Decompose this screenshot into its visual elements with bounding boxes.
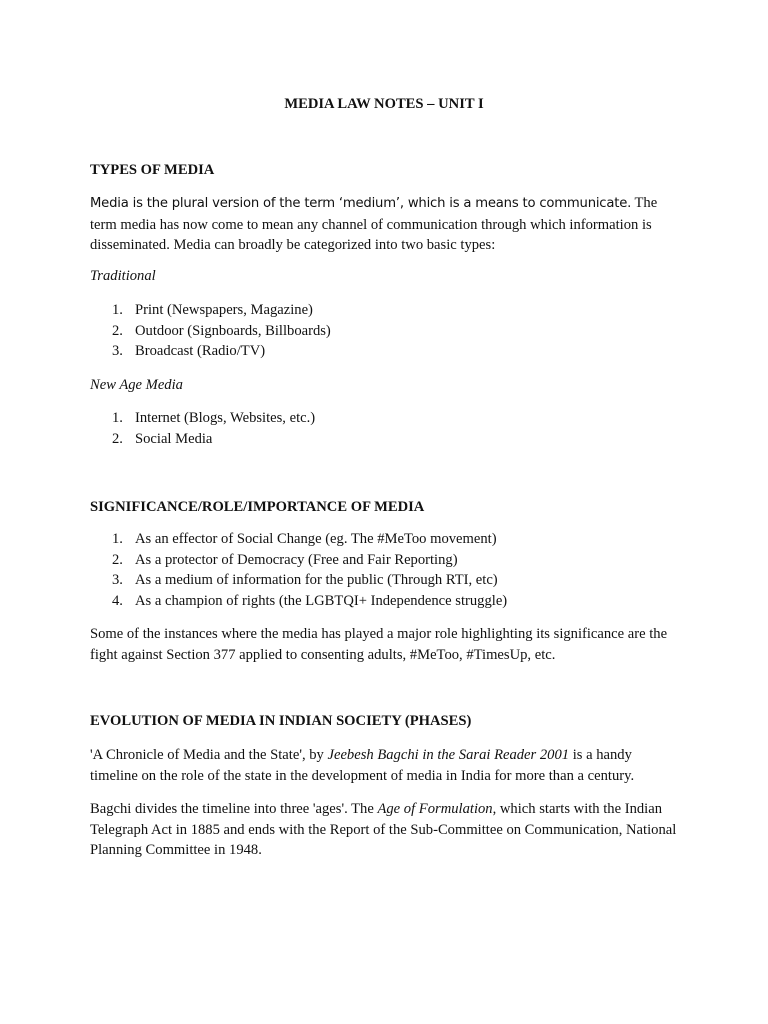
- list-item: 1. As an effector of Social Change (eg. The #MeToo movement): [112, 531, 497, 547]
- list-item-text: Internet (Blogs, Websites, etc.): [135, 410, 316, 426]
- subheading-traditional: Traditional: [90, 268, 156, 284]
- list-item-text: Social Media: [135, 430, 213, 447]
- new-age-media-list: [90, 408, 315, 449]
- paragraph-text: 'A Chronicle of Media and the State', by: [90, 747, 328, 763]
- significance-paragraph: Some of the instances where the media has played a major role highlighting its significance are the fight against Section 377 applied to consenting adults, #MeToo, #TimesUp, etc.: [90, 626, 668, 663]
- list-item-text: Outdoor (Signboards, Billboards): [135, 322, 331, 339]
- types-intro-paragraph: [90, 193, 680, 256]
- traditional-media-list: [90, 300, 331, 362]
- section-heading-evolution: EVOLUTION OF MEDIA IN INDIAN SOCIETY (PHASES): [90, 713, 472, 729]
- paragraph-text: , which starts with the Indian Telegraph Act in 1885 and ends with the Report of the Sub-Committee on Communication, National Planning Committee in 1948.: [90, 801, 677, 858]
- list-item-text: As a protector of Democracy (Free and Fair Reporting): [135, 551, 458, 568]
- list-item-text: Broadcast (Radio/TV): [135, 343, 266, 360]
- intro-rest-text: The term media has now come to mean any channel of communication through which information is disseminated. Media can broadly be categorized into two basic types:: [90, 195, 658, 253]
- list-item-text: As a champion of rights (the LGBTQI+ Independence struggle): [135, 593, 508, 610]
- section-heading-types-of-media: TYPES OF MEDIA: [90, 162, 215, 178]
- intro-lead-text: Media is the plural version of the term ‘medium’, which is a means to communicate.: [90, 196, 632, 211]
- italic-citation: Jeebesh Bagchi in the Sarai Reader 2001: [327, 747, 570, 763]
- list-item-text: Print (Newspapers, Magazine): [135, 302, 313, 318]
- list-item: 4. As a champion of rights (the LGBTQI+ Independence struggle): [112, 593, 508, 610]
- evolution-paragraph-1: [90, 745, 680, 786]
- list-item-text: As a medium of information for the public (Through RTI, etc): [135, 572, 498, 589]
- list-item: 2. Social Media: [112, 430, 213, 447]
- evolution-paragraph-2: [90, 799, 680, 861]
- list-item-text: As an effector of Social Change (eg. The #MeToo movement): [135, 531, 497, 547]
- list-item: 2. Outdoor (Signboards, Billboards): [112, 322, 331, 339]
- paragraph-text: is a handy timeline on the role of the state in the development of media in India for more than a century.: [90, 747, 635, 784]
- italic-term: Age of Formulation: [377, 801, 493, 817]
- section-heading-significance: SIGNIFICANCE/ROLE/IMPORTANCE OF MEDIA: [90, 499, 425, 515]
- list-item: 1. Print (Newspapers, Magazine): [112, 302, 313, 318]
- list-item: 2. As a protector of Democracy (Free and Fair Reporting): [112, 551, 458, 568]
- subheading-new-age-media: New Age Media: [90, 377, 183, 393]
- document-title: MEDIA LAW NOTES – UNIT I: [284, 96, 484, 112]
- list-item: 1. Internet (Blogs, Websites, etc.): [112, 410, 316, 426]
- list-item: 3. As a medium of information for the public (Through RTI, etc): [112, 572, 498, 589]
- list-item: 3. Broadcast (Radio/TV): [112, 343, 266, 360]
- paragraph-text: Bagchi divides the timeline into three 'ages'. The: [90, 801, 378, 817]
- significance-list: [90, 529, 507, 612]
